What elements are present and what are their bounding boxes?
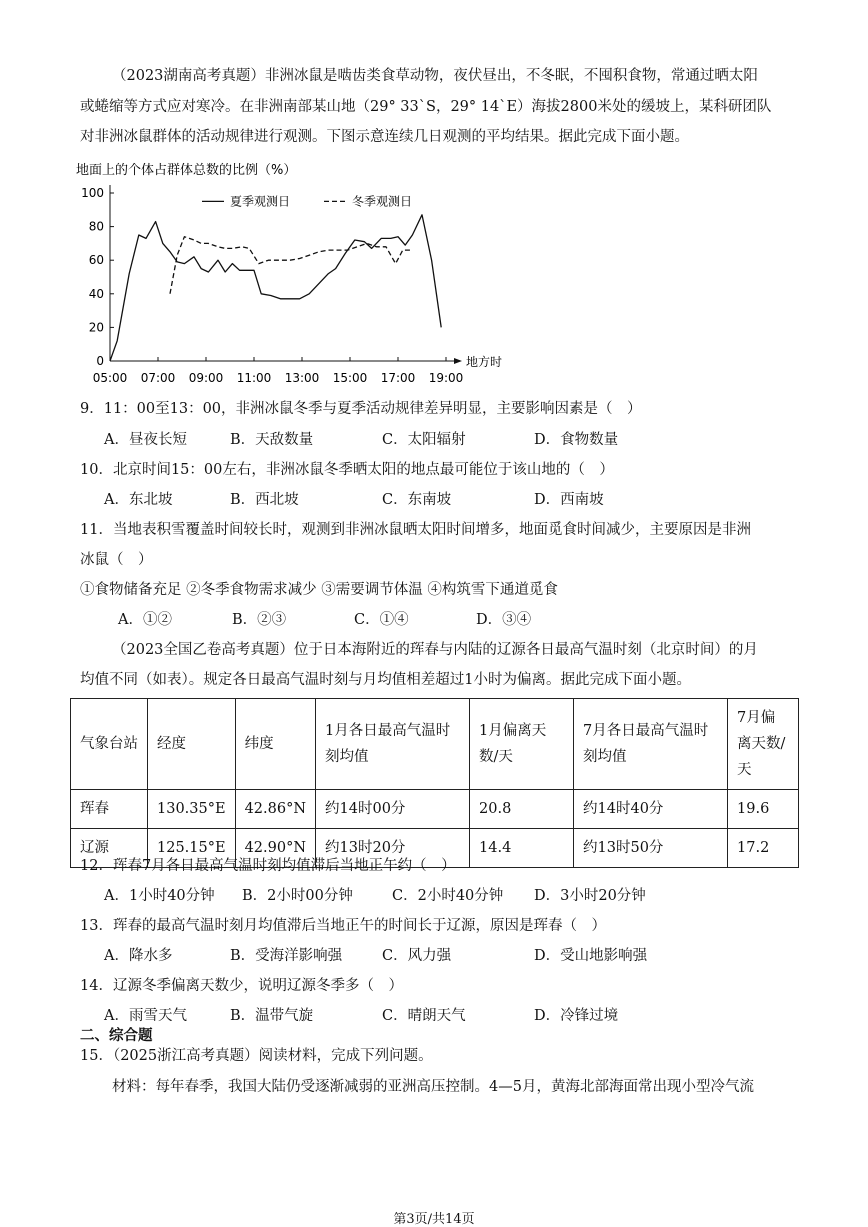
- q14-option-c[interactable]: C．晴朗天气: [382, 1008, 466, 1024]
- question-15: 15．（2025浙江高考真题）阅读材料，完成下列问题。: [80, 1048, 433, 1064]
- chart: [70, 160, 540, 390]
- table-header-cell: 纬度: [235, 699, 315, 790]
- y-tick-label: 60: [88, 253, 104, 268]
- table-cell: 42.86°N: [235, 790, 315, 829]
- y-tick-label: 40: [88, 286, 104, 301]
- y-tick-label: 0: [96, 354, 104, 368]
- x-axis-label: 地方时: [466, 355, 503, 369]
- table-cell: 约13时50分: [574, 829, 728, 868]
- table-cell: 约14时40分: [574, 790, 728, 829]
- table-header-cell: 7月各日最高气温时刻均值: [574, 699, 728, 790]
- page-footer: 第3页/共14页: [393, 1212, 475, 1227]
- table-header-cell: 7月偏离天数/天: [728, 699, 799, 790]
- intro2-line-2: 均值不同（如表）。规定各日最高气温时刻与月均值相差超过1小时为偏离。据此完成下面小题。: [80, 672, 691, 688]
- question-12: 12．珲春7月各日最高气温时刻均值滞后当地正午约（ ）: [80, 858, 456, 874]
- x-tick-label: 09:00: [188, 371, 224, 385]
- intro-line-3: 对非洲冰鼠群体的活动规律进行观测。下图示意连续几日观测的平均结果。据此完成下面小题。: [80, 129, 689, 145]
- table-cell: 14.4: [470, 829, 574, 868]
- table-cell: 20.8: [470, 790, 574, 829]
- x-tick-label: 13:00: [284, 371, 320, 385]
- table-header-row: [71, 699, 799, 790]
- table-cell: 辽源: [71, 829, 148, 868]
- q9-option-a[interactable]: A．昼夜长短: [104, 432, 187, 448]
- table-cell: 130.35°E: [148, 790, 236, 829]
- q9-option-c[interactable]: C．太阳辐射: [382, 432, 466, 448]
- table-header-cell: 经度: [148, 699, 236, 790]
- table-row: [71, 790, 799, 829]
- table-cell: 约13时20分: [316, 829, 470, 868]
- q14-option-d[interactable]: D．冷锋过境: [534, 1008, 619, 1024]
- table-cell: 125.15°E: [148, 829, 236, 868]
- q10-option-a[interactable]: A．东北坡: [104, 492, 173, 508]
- table-header-cell: 1月各日最高气温时刻均值: [316, 699, 470, 790]
- q12-option-d[interactable]: D．3小时20分钟: [534, 888, 646, 904]
- q11-option-a[interactable]: A．①②: [118, 612, 172, 628]
- table-header-cell: 气象台站: [71, 699, 148, 790]
- q14-option-b[interactable]: B．温带气旋: [230, 1008, 314, 1024]
- x-tick-label: 19:00: [428, 371, 464, 385]
- question-9: 9．11：00至13：00，非洲冰鼠冬季与夏季活动规律差异明显，主要影响因素是（ ）: [80, 401, 642, 417]
- q13-option-a[interactable]: A．降水多: [104, 948, 173, 964]
- line-chart: [70, 160, 540, 390]
- question-10: 10．北京时间15：00左右，非洲冰鼠冬季晒太阳的地点最可能位于该山地的（ ）: [80, 462, 614, 478]
- question-14: 14．辽源冬季偏离天数少，说明辽源冬季多（ ）: [80, 978, 403, 994]
- q14-option-a[interactable]: A．雨雪天气: [104, 1008, 187, 1024]
- question-13: 13．珲春的最高气温时刻月均值滞后当地正午的时间长于辽源，原因是珲春（ ）: [80, 918, 606, 934]
- q12-option-b[interactable]: B．2小时00分钟: [242, 888, 353, 904]
- q13-option-b[interactable]: B．受海洋影响强: [230, 948, 343, 964]
- chart-title: 地面上的个体占群体总数的比例（%）: [76, 163, 297, 178]
- y-tick-label: 80: [88, 219, 104, 234]
- intro2-line-1: （2023全国乙卷高考真题）位于日本海附近的珲春与内陆的辽源各日最高气温时刻（北京时间）的月: [112, 642, 758, 658]
- q12-option-c[interactable]: C．2小时40分钟: [392, 888, 504, 904]
- x-tick-label: 11:00: [236, 371, 272, 385]
- q11-option-b[interactable]: B．②③: [232, 612, 287, 628]
- x-tick-label: 17:00: [380, 371, 416, 385]
- q12-option-a[interactable]: A．1小时40分钟: [104, 888, 215, 904]
- x-axis-arrow: [454, 358, 462, 364]
- y-tick-label: 100: [81, 186, 104, 200]
- data-table: [70, 698, 799, 868]
- q10-option-c[interactable]: C．东南坡: [382, 492, 452, 508]
- q13-option-d[interactable]: D．受山地影响强: [534, 948, 648, 964]
- x-tick-label: 15:00: [332, 371, 368, 385]
- section-heading: 二、综合题: [80, 1027, 153, 1044]
- table-header-cell: 1月偏离天数/天: [470, 699, 574, 790]
- x-tick-label: 07:00: [140, 371, 176, 385]
- material-text: 材料：每年春季，我国大陆仍受逐渐减弱的亚洲高压控制。4—5月，黄海北部海面常出现小型冷气流: [112, 1079, 754, 1095]
- table-cell: 19.6: [728, 790, 799, 829]
- intro-line-1: （2023湖南高考真题）非洲冰鼠是啮齿类食草动物，夜伏昼出，不冬眠，不囤积食物，常通过晒太阳: [112, 68, 758, 84]
- q13-option-c[interactable]: C．风力强: [382, 948, 452, 964]
- y-tick-label: 20: [88, 320, 104, 335]
- table-cell: 珲春: [71, 790, 148, 829]
- legend-label-2: 冬季观测日: [352, 194, 413, 209]
- intro-line-2: 或蜷缩等方式应对寒冷。在非洲南部某山地（29° 33`S，29° 14`E）海拔2800米处的缓坡上，某科研团队: [80, 99, 772, 115]
- q10-option-b[interactable]: B．西北坡: [230, 492, 299, 508]
- table-cell: 17.2: [728, 829, 799, 868]
- table-cell: 42.90°N: [235, 829, 315, 868]
- q11-option-d[interactable]: D．③④: [476, 612, 532, 628]
- table-cell: 约14时00分: [316, 790, 470, 829]
- series-line-1: [110, 215, 441, 361]
- question-11: 11．当地表积雪覆盖时间较长时，观测到非洲冰鼠晒太阳时间增多，地面觅食时间减少，主要原因是非洲: [80, 522, 751, 538]
- x-tick-label: 05:00: [92, 371, 128, 385]
- question-11-statements: ①食物储备充足 ②冬季食物需求减少 ③需要调节体温 ④构筑雪下通道觅食: [80, 582, 558, 598]
- q9-option-b[interactable]: B．天敌数量: [230, 432, 314, 448]
- q10-option-d[interactable]: D．西南坡: [534, 492, 604, 508]
- question-11-cont: 冰鼠（ ）: [80, 552, 153, 568]
- legend-label-1: 夏季观测日: [230, 194, 291, 209]
- q9-option-d[interactable]: D．食物数量: [534, 432, 619, 448]
- q11-option-c[interactable]: C．①④: [354, 612, 409, 628]
